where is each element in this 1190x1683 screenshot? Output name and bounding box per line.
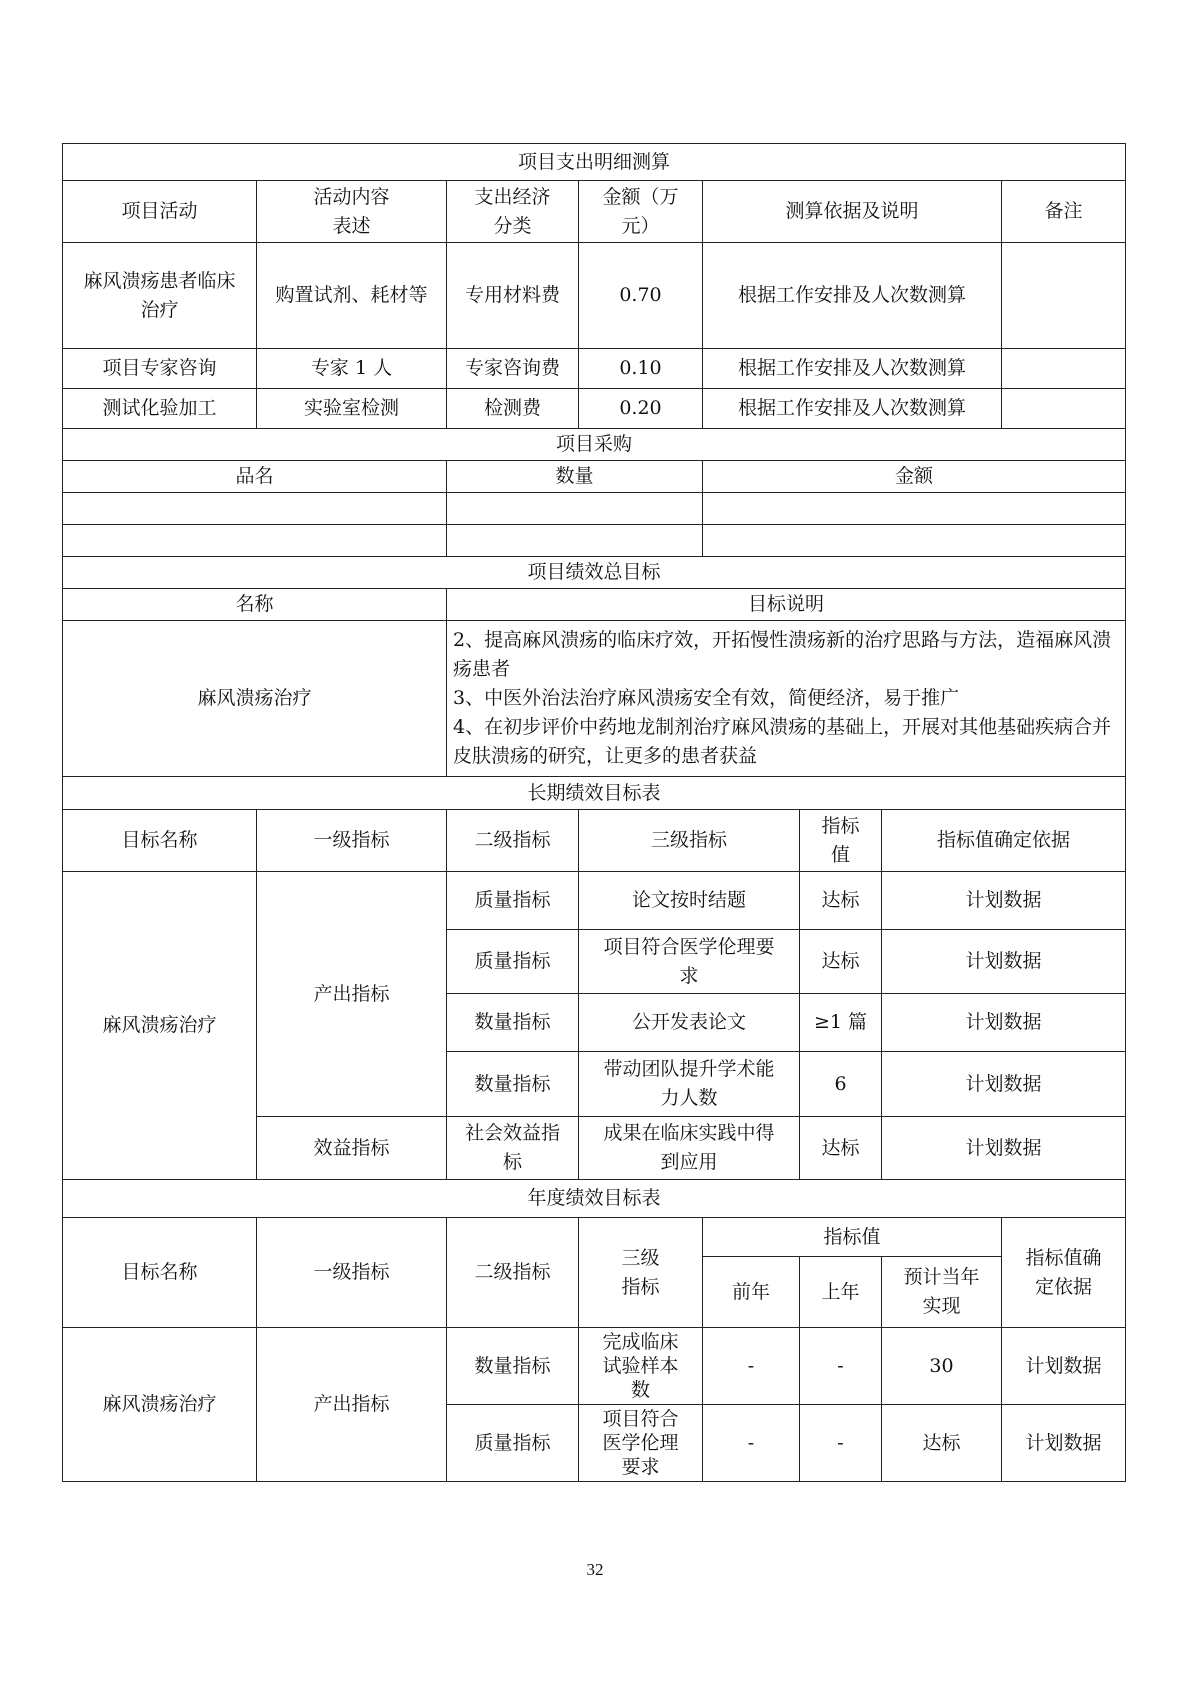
cell-line: 求 xyxy=(679,964,699,987)
table-cell: 达标 xyxy=(800,930,882,994)
header-cell: 目标名称 xyxy=(63,810,257,872)
table-cell xyxy=(579,1117,800,1180)
header-cell xyxy=(257,181,447,243)
header-cell: 目标名称 xyxy=(63,1218,257,1328)
cell-line: 要求 xyxy=(621,1456,660,1478)
table-row xyxy=(63,872,1126,930)
cell-line: 支出经济 xyxy=(474,185,551,208)
header-cell: 备注 xyxy=(1002,181,1126,243)
header-cell: 二级指标 xyxy=(447,810,579,872)
level1-indicator: 产出指标 xyxy=(257,872,447,1117)
budget-form xyxy=(62,143,1125,1482)
table-cell: 数量指标 xyxy=(447,994,579,1052)
goal-description xyxy=(447,621,1126,777)
table-cell xyxy=(579,1328,703,1405)
cell-line: 成果在临床实践中得 xyxy=(603,1122,775,1144)
goal-line: 4、在初步评价中药地龙制剂治疗麻风溃疡的基础上，开展对其他基础疾病合并皮肤溃疡的研究，让更多的患者获益 xyxy=(453,716,1112,767)
cell-line: 完成临床 xyxy=(602,1331,679,1353)
header-cell: 项目活动 xyxy=(63,181,257,243)
cell-line: 麻风溃疡患者临床 xyxy=(83,269,236,292)
cell-line: 值 xyxy=(830,843,850,866)
header-cell: 金额 xyxy=(703,461,1126,493)
table-cell: 6 xyxy=(800,1052,882,1117)
table-cell: 专用材料费 xyxy=(447,243,579,349)
cell-line: 项目符合 xyxy=(602,1408,679,1430)
table-cell: 30 xyxy=(882,1328,1002,1405)
table-cell xyxy=(579,930,800,994)
table-cell xyxy=(447,493,703,525)
table-cell: 质量指标 xyxy=(447,872,579,930)
cell-line: 金额（万 xyxy=(602,185,679,208)
cell-line: 表述 xyxy=(332,214,371,237)
target-name: 麻风溃疡治疗 xyxy=(63,1328,257,1482)
cell-line: 实现 xyxy=(922,1295,961,1317)
header-cell: 前年 xyxy=(703,1257,800,1328)
table-cell: - xyxy=(800,1405,882,1482)
header-cell: 二级指标 xyxy=(447,1218,579,1328)
table-row xyxy=(63,493,1126,525)
table-cell: 根据工作安排及人次数测算 xyxy=(703,349,1002,389)
cell-line: 力人数 xyxy=(660,1087,718,1109)
table-cell xyxy=(1002,389,1126,429)
table-cell: 计划数据 xyxy=(882,930,1126,994)
table-cell: ≥1 篇 xyxy=(800,994,882,1052)
table-cell: 计划数据 xyxy=(1002,1328,1126,1405)
goal-line: 2、提高麻风溃疡的临床疗效，开拓慢性溃疡新的治疗思路与方法，造福麻风溃疡患者 xyxy=(453,629,1112,680)
table-cell: 计划数据 xyxy=(882,1052,1126,1117)
cell-line: 到应用 xyxy=(660,1151,718,1173)
budget-table xyxy=(62,143,1126,1482)
header-cell: 测算依据及说明 xyxy=(703,181,1002,243)
cell-line: 分类 xyxy=(493,214,532,237)
table-row xyxy=(63,621,1126,777)
table-cell xyxy=(579,1405,703,1482)
table-cell: - xyxy=(800,1328,882,1405)
table-cell xyxy=(447,525,703,557)
table-cell: 检测费 xyxy=(447,389,579,429)
cell-line: 活动内容 xyxy=(313,185,390,208)
table-row xyxy=(63,525,1126,557)
page-number: 32 xyxy=(586,1560,604,1579)
header-cell xyxy=(447,181,579,243)
table-cell: 达标 xyxy=(882,1405,1002,1482)
table-cell xyxy=(447,1117,579,1180)
table-cell xyxy=(703,493,1126,525)
header-cell: 指标值 xyxy=(703,1218,1002,1257)
table-cell: 公开发表论文 xyxy=(579,994,800,1052)
level1-indicator: 产出指标 xyxy=(257,1328,447,1482)
header-cell: 数量 xyxy=(447,461,703,493)
header-cell: 三级指标 xyxy=(579,810,800,872)
table-row xyxy=(63,243,1126,349)
table-cell xyxy=(579,1052,800,1117)
cell-line: 医学伦理 xyxy=(602,1432,679,1454)
table-cell xyxy=(63,493,447,525)
table-cell: 达标 xyxy=(800,872,882,930)
table-cell: 计划数据 xyxy=(882,872,1126,930)
level1-indicator: 效益指标 xyxy=(257,1117,447,1180)
section-title-longterm: 长期绩效目标表 xyxy=(63,777,1126,810)
goal-line: 3、中医外治法治疗麻风溃疡安全有效，简便经济，易于推广 xyxy=(453,687,960,709)
table-cell: 测试化验加工 xyxy=(63,389,257,429)
table-cell: 质量指标 xyxy=(447,930,579,994)
header-cell xyxy=(579,1218,703,1328)
table-cell: - xyxy=(703,1405,800,1482)
section-title-annual: 年度绩效目标表 xyxy=(63,1180,1126,1218)
header-cell: 目标说明 xyxy=(447,589,1126,621)
cell-line: 指标值确 xyxy=(1025,1246,1102,1269)
table-cell: 实验室检测 xyxy=(257,389,447,429)
cell-line: 指标 xyxy=(621,1275,660,1298)
cell-line: 社会效益指 xyxy=(464,1122,560,1144)
table-cell xyxy=(63,243,257,349)
table-cell: 论文按时结题 xyxy=(579,872,800,930)
table-cell: 数量指标 xyxy=(447,1328,579,1405)
table-cell: 计划数据 xyxy=(882,1117,1126,1180)
goal-name: 麻风溃疡治疗 xyxy=(63,621,447,777)
cell-line: 数 xyxy=(630,1379,650,1401)
section-title-goal: 项目绩效总目标 xyxy=(63,557,1126,589)
table-cell: 计划数据 xyxy=(1002,1405,1126,1482)
table-cell xyxy=(1002,349,1126,389)
header-cell: 名称 xyxy=(63,589,447,621)
cell-line: 定依据 xyxy=(1035,1275,1093,1298)
cell-line: 三级 xyxy=(621,1246,660,1269)
table-cell: 专家咨询费 xyxy=(447,349,579,389)
cell-line: 治疗 xyxy=(140,298,179,321)
header-cell: 品名 xyxy=(63,461,447,493)
cell-line: 标 xyxy=(502,1151,522,1173)
table-cell: 质量指标 xyxy=(447,1405,579,1482)
header-cell xyxy=(882,1257,1002,1328)
table-row xyxy=(63,1328,1126,1405)
table-cell: - xyxy=(703,1328,800,1405)
target-name: 麻风溃疡治疗 xyxy=(63,872,257,1180)
table-cell: 0.20 xyxy=(579,389,703,429)
table-cell: 购置试剂、耗材等 xyxy=(257,243,447,349)
cell-line: 预计当年 xyxy=(903,1266,980,1288)
table-cell xyxy=(1002,243,1126,349)
table-cell: 项目专家咨询 xyxy=(63,349,257,389)
section-title-detail: 项目支出明细测算 xyxy=(63,144,1126,181)
header-cell xyxy=(1002,1218,1126,1328)
header-cell xyxy=(579,181,703,243)
header-cell: 上年 xyxy=(800,1257,882,1328)
cell-line: 项目符合医学伦理要 xyxy=(603,935,775,958)
table-cell xyxy=(63,525,447,557)
header-cell: 一级指标 xyxy=(257,810,447,872)
table-cell: 根据工作安排及人次数测算 xyxy=(703,243,1002,349)
cell-line: 试验样本 xyxy=(602,1355,679,1377)
table-cell: 专家 1 人 xyxy=(257,349,447,389)
table-cell: 0.70 xyxy=(579,243,703,349)
section-title-purchase: 项目采购 xyxy=(63,429,1126,461)
header-cell: 一级指标 xyxy=(257,1218,447,1328)
table-row xyxy=(63,349,1126,389)
table-cell: 计划数据 xyxy=(882,994,1126,1052)
table-cell: 根据工作安排及人次数测算 xyxy=(703,389,1002,429)
table-cell: 数量指标 xyxy=(447,1052,579,1117)
table-cell xyxy=(703,525,1126,557)
header-cell xyxy=(800,810,882,872)
table-cell: 达标 xyxy=(800,1117,882,1180)
table-cell: 0.10 xyxy=(579,349,703,389)
cell-line: 指标 xyxy=(821,814,860,837)
table-row xyxy=(63,389,1126,429)
cell-line: 带动团队提升学术能 xyxy=(603,1058,775,1080)
cell-line: 元） xyxy=(621,214,660,237)
header-cell: 指标值确定依据 xyxy=(882,810,1126,872)
